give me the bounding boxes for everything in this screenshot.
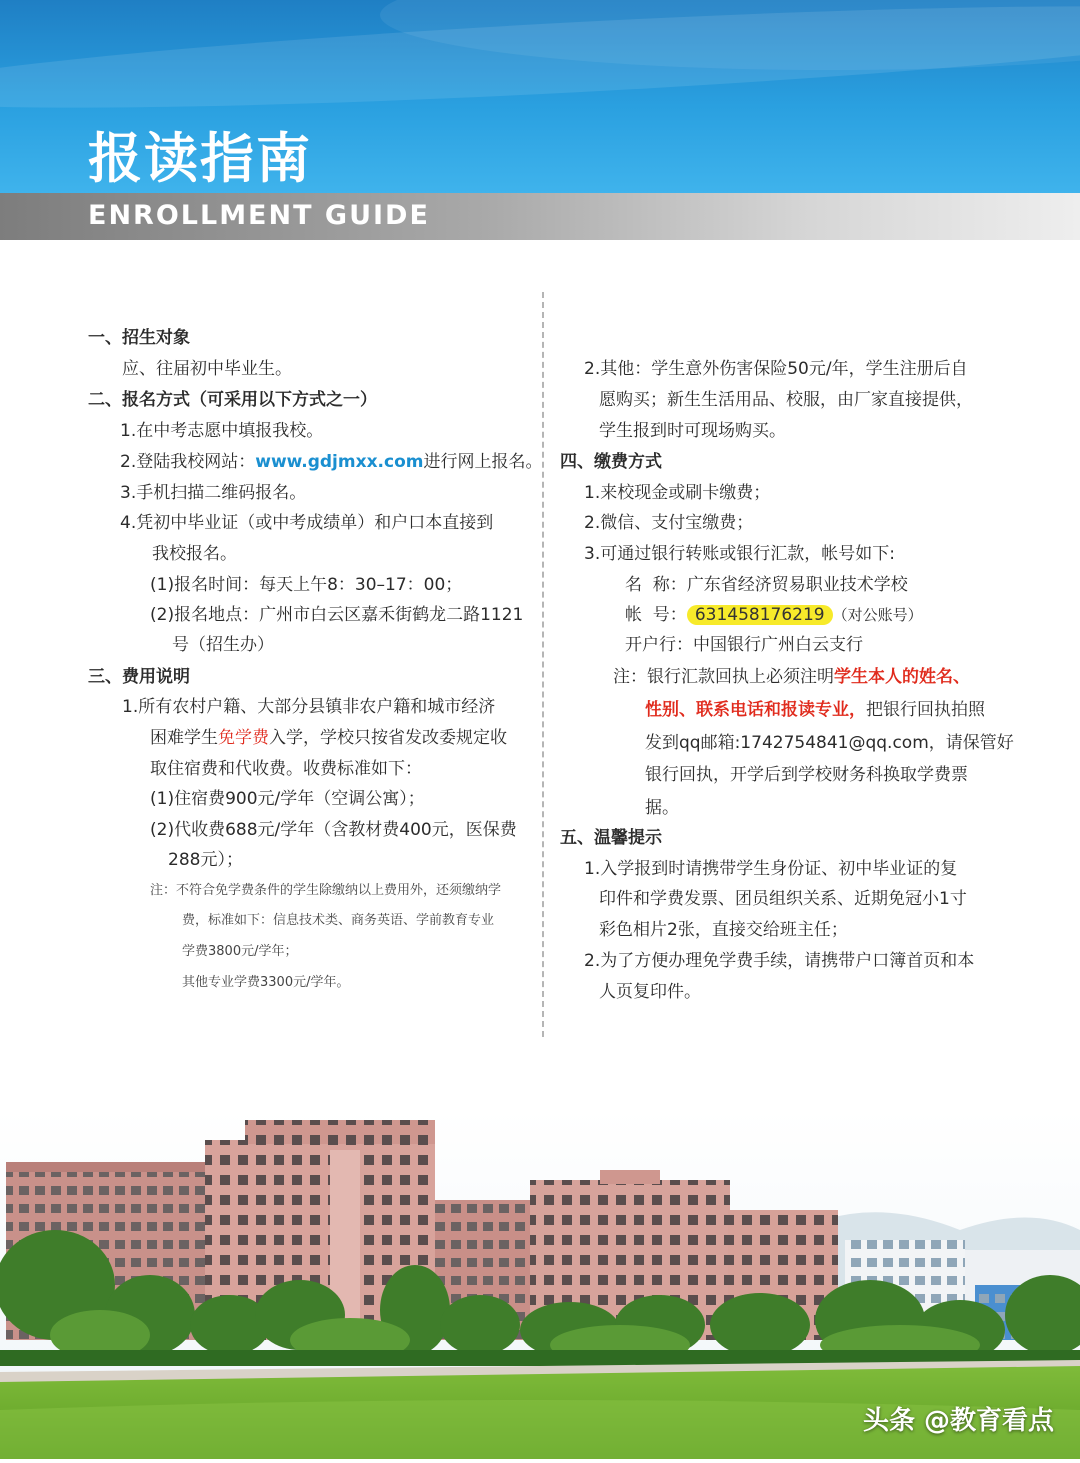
remit-note-a-highlight: 学生本人的姓名、 (834, 667, 970, 687)
other-fees-a: 2.其他：学生意外伤害保险50元/年，学生注册后自 (584, 359, 968, 379)
section-3-title: 三、费用说明 (88, 667, 190, 687)
section-2-title: 二、报名方式（可采用以下方式之一） (88, 390, 377, 410)
account-name-row (625, 572, 908, 598)
payment-item-2: 2.微信、支付宝缴费； (584, 513, 754, 533)
remit-note-b-highlight: 性别、联系电话和报读专业， (645, 700, 866, 720)
account-number-value: 631458176219 (687, 605, 833, 625)
section-2-item-3: 3.手机扫描二维码报名。 (120, 483, 307, 503)
tips-item-1b: 印件和学费发票、团员组织关系、近期免冠小1寸 (599, 889, 967, 909)
fee-collection-a: (2)代收费688元/学年（含教材费400元，医保费 (150, 820, 517, 840)
section-3-item-1b-prefix: 困难学生 (150, 728, 218, 748)
account-number-row (625, 602, 923, 628)
tuition-note-a: 注：不符合免学费条件的学生除缴纳以上费用外，还须缴纳学 (150, 883, 502, 898)
remit-note-a (613, 664, 970, 690)
page-subtitle: ENROLLMENT GUIDE (88, 200, 430, 231)
section-5-title: 五、温馨提示 (560, 828, 662, 848)
fee-accommodation: (1)住宿费900元/学年（空调公寓）； (150, 789, 425, 809)
tuition-note-c: 学费3800元/学年； (182, 944, 298, 959)
tuition-note-d: 其他专业学费3300元/学年。 (182, 975, 350, 990)
section-2-item-2 (120, 449, 542, 475)
remit-note-e: 据。 (645, 798, 679, 818)
account-number-label: 帐 号： (625, 605, 687, 625)
page-title: 报读指南 (88, 127, 312, 190)
remit-note-b (645, 697, 985, 723)
bank-row (625, 632, 863, 658)
tuition-note-b: 费，标准如下：信息技术类、商务英语、学前教育专业 (182, 913, 495, 928)
section-3-item-1a: 1.所有农村户籍、大部分县镇非农户籍和城市经济 (122, 697, 496, 717)
account-number-note: （对公账号） (832, 606, 923, 624)
payment-item-3: 3.可通过银行转账或银行汇款，帐号如下: (584, 544, 895, 564)
account-name-value: 广东省经济贸易职业技术学校 (686, 575, 908, 595)
tips-item-1a: 1.入学报到时请携带学生身份证、初中毕业证的复 (584, 859, 958, 879)
remit-note-a-prefix: 注：银行汇款回执上必须注明 (613, 667, 834, 687)
section-2-item-2-prefix: 2.登陆我校网站： (120, 452, 256, 472)
campus-photo (0, 1110, 1080, 1459)
free-tuition-highlight: 免学费 (218, 728, 269, 748)
watermark: 头条 @教育看点 (862, 1406, 1054, 1436)
bank-label: 开户行： (625, 635, 693, 655)
account-name-label: 名 称： (625, 575, 687, 595)
remit-note-b-suffix: 把银行回执拍照 (866, 700, 985, 720)
header-banner (0, 0, 1080, 240)
registration-time: (1)报名时间：每天上午8：30–17：00； (150, 575, 463, 595)
section-4-title: 四、缴费方式 (560, 452, 662, 472)
section-2-item-2-suffix: 进行网上报名。 (423, 452, 543, 472)
remit-note-c: 发到qq邮箱:1742754841@qq.com，请保管好 (645, 733, 1014, 753)
other-fees-c: 学生报到时可现场购买。 (599, 421, 786, 441)
fee-collection-b: 288元）； (168, 850, 243, 870)
tips-item-2a: 2.为了方便办理免学费手续，请携带户口簿首页和本 (584, 951, 975, 971)
website-link[interactable]: www.gdjmxx.com (255, 452, 424, 472)
section-2-item-1: 1.在中考志愿中填报我校。 (120, 421, 324, 441)
section-2-item-4b: 我校报名。 (152, 544, 237, 564)
bank-value: 中国银行广州白云支行 (693, 635, 863, 655)
section-1-title: 一、招生对象 (88, 328, 190, 348)
section-3-item-1b-suffix: 入学，学校只按省发改委规定收 (269, 728, 507, 748)
section-3-item-1c: 取住宿费和代收费。收费标准如下： (150, 759, 422, 779)
section-2-item-4a: 4.凭初中毕业证（或中考成绩单）和户口本直接到 (120, 513, 494, 533)
section-3-item-1b (150, 725, 507, 751)
column-divider (542, 292, 544, 1037)
remit-note-d: 银行回执，开学后到学校财务科换取学费票 (645, 765, 968, 785)
other-fees-b: 愿购买；新生生活用品、校服，由厂家直接提供， (599, 390, 973, 410)
registration-place-a: (2)报名地点：广州市白云区嘉禾街鹤龙二路1121 (150, 605, 524, 625)
payment-item-1: 1.来校现金或刷卡缴费； (584, 483, 771, 503)
section-1-body: 应、往届初中毕业生。 (122, 359, 292, 379)
tips-item-2b: 人页复印件。 (599, 982, 701, 1002)
registration-place-b: 号（招生办） (172, 635, 274, 655)
tips-item-1c: 彩色相片2张，直接交给班主任； (599, 920, 848, 940)
